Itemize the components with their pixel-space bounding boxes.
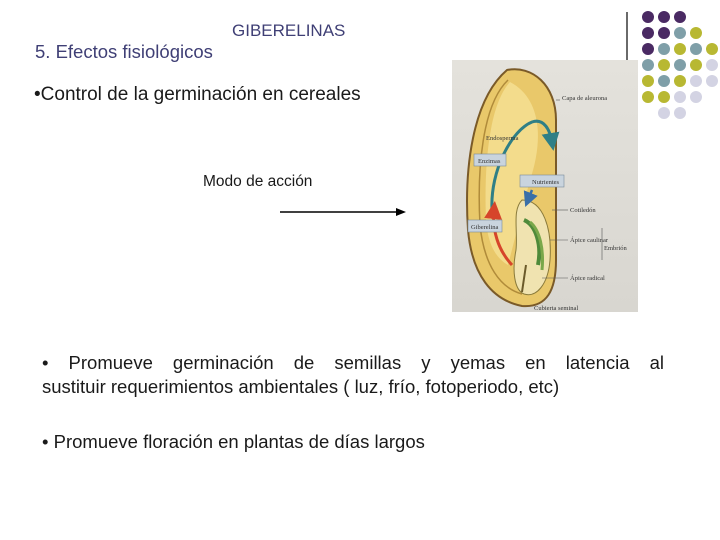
label-capa-aleurona: Capa de aleurona (562, 95, 608, 102)
label-apice-radical: Ápice radical (570, 275, 605, 282)
bullet-promotes-flowering: • Promueve floración en plantas de días largos (42, 431, 425, 452)
slide-title: GIBERELINAS (232, 21, 346, 40)
arrow-icon (278, 204, 410, 220)
seed-diagram (452, 60, 638, 312)
bullet-promotes-germination-line1: • Promueve germinación de semillas y yemas en latencia al (42, 352, 664, 373)
slide-subtitle: 5. Efectos fisiológicos (35, 41, 213, 62)
dot-row (642, 11, 686, 23)
label-endosperma: Endosperma (486, 135, 519, 142)
dot-row (642, 43, 718, 55)
label-nutrientes: Nutrientes (532, 179, 560, 186)
label-cotiledon: Cotiledón (570, 207, 596, 214)
bullet-germination: •Control de la germinación en cereales (34, 84, 361, 105)
decorative-dot-grid (638, 10, 720, 120)
dot-row (642, 59, 718, 71)
label-apice-caulinar: Ápice caulinar (570, 237, 609, 244)
bullet-promotes-germination-line2: sustituir requerimientos ambientales ( luz, frío, fotoperiodo, etc) (42, 376, 560, 398)
dot-row (642, 91, 702, 103)
label-giberelina: Giberelina (471, 224, 499, 231)
dot-row (642, 75, 718, 87)
bullet-promotes-germination (42, 351, 664, 399)
dot-row (642, 27, 702, 39)
label-enzimas: Enzimas (478, 158, 501, 165)
dot-row (658, 107, 686, 119)
label-embrion: Embrión (604, 245, 627, 252)
label-cubierta-seminal: Cubierta seminal (534, 305, 579, 312)
mode-of-action-label: Modo de acción (203, 173, 313, 190)
